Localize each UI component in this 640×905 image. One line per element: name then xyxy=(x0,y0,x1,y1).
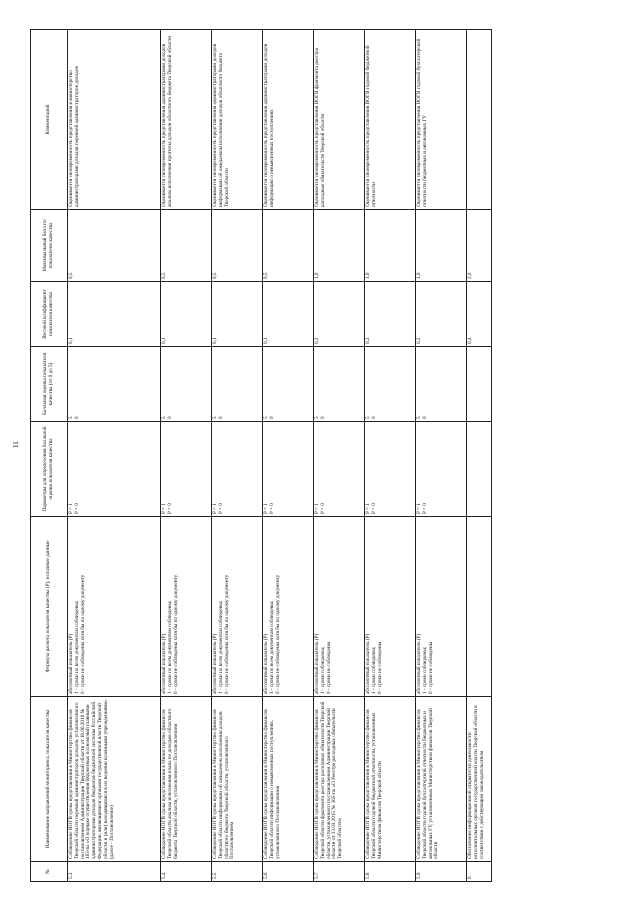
table-row xyxy=(68,30,161,882)
header-params: Параметры для определения балльной оценки показателя качества xyxy=(31,422,68,517)
row-scores xyxy=(467,347,492,422)
row-name: Соблюдение ИОГВ срока представления в Министерство финансов Тверской области годовой бухгалтерской отчетности бюджетных и автономных ГУ, установленных Министерством финансов Тверской области xyxy=(416,697,467,862)
rotated-table-wrapper xyxy=(30,30,618,882)
row-params: P = 1 P = 0 xyxy=(263,422,314,517)
row-num: 5.8 xyxy=(365,862,416,882)
row-params: P = 1 P = 0 xyxy=(365,422,416,517)
row-formula xyxy=(467,517,492,697)
row-params: P = 1 P = 0 xyxy=(161,422,212,517)
row-name: Соблюдение ИОГВ срока представления в Министерство финансов Тверской области фрагмента реестра расходных обязательств Тверской области, установленного постановлением Администрации Тверской области от 13.03.2015 № 365-па «О Реестре расходных обязательств Тверской области» xyxy=(314,697,365,862)
row-scores: 5 0 xyxy=(68,347,161,422)
row-num: 5.3 xyxy=(68,862,161,882)
row-name: Соблюдение ИОГВ срока представления в Министерство финансов Тверской области годовой бюджетной отчетности, установленных Министерством финансов Тверской области xyxy=(365,697,416,862)
header-num: № xyxy=(31,862,68,882)
table-row xyxy=(212,30,263,882)
row-weight: 0,2 xyxy=(365,282,416,347)
row-formula: абсолютный показатель (P) 1 - сроки по всем документам соблюдены; 0 - сроки не соблюдены хотя бы по одному документу xyxy=(263,517,314,697)
row-weight: 0,1 xyxy=(263,282,314,347)
row-num: 6 xyxy=(467,862,492,882)
row-max: 1,0 xyxy=(416,210,467,282)
row-formula: абсолютный показатель (P) 1 - сроки по всем документам соблюдены; 0 - сроки не соблюдены хотя бы по одному документу xyxy=(161,517,212,697)
page-number: 11 xyxy=(12,441,20,448)
row-scores: 5 0 xyxy=(161,347,212,422)
row-weight: 0,1 xyxy=(161,282,212,347)
header-score: Балльная оценка показателя качества (от 0 до 5) xyxy=(31,347,68,422)
row-num: 5.5 xyxy=(212,862,263,882)
row-comment: Оценивается своевременность представления в министерство администраторами доходов перечней администраторов доходов xyxy=(68,30,161,210)
row-formula: абсолютный показатель (P) 1 - сроки соблюдены; 0 - сроки не соблюдены xyxy=(365,517,416,697)
row-weight: 0,4 xyxy=(467,282,492,347)
row-comment: Оценивается своевременность представления ИОГВ годовой бюджетной отчетности xyxy=(365,30,416,210)
header-comment: Комментарий xyxy=(31,30,68,210)
row-comment: Оценивается своевременность представления ИОГВ фрагмента реестра расходных обязательств Тверской области xyxy=(314,30,365,210)
row-formula: абсолютный показатель (P) 1 - сроки по всем документам соблюдены; 0 - сроки не соблюдены хотя бы по одному документу xyxy=(212,517,263,697)
row-comment: Оценивается своевременность представления администраторами доходов информации об ожидаемом исполнении доходов областного бюджета Тверской области xyxy=(212,30,263,210)
row-scores: 5 0 xyxy=(416,347,467,422)
row-comment xyxy=(467,30,492,210)
row-weight: 0,1 xyxy=(68,282,161,347)
header-max: Максимальный балл по показателю качества xyxy=(31,210,68,282)
row-max: 0,5 xyxy=(212,210,263,282)
row-num: 5.9 xyxy=(416,862,467,882)
row-max: 0,5 xyxy=(161,210,212,282)
row-formula: абсолютный показатель (P) 1 - сроки соблюдены; 0 - сроки не соблюдены xyxy=(314,517,365,697)
table-row xyxy=(314,30,365,882)
row-scores: 5 0 xyxy=(314,347,365,422)
header-name: Наименование направлений мониторинга, показателя качества xyxy=(31,697,68,862)
row-params: P = 1 P = 0 xyxy=(212,422,263,517)
row-params: P = 1 P = 0 xyxy=(68,422,161,517)
table-row xyxy=(263,30,314,882)
row-weight: 0,2 xyxy=(314,282,365,347)
row-comment: Оценивается своевременность представления администраторами доходов информации о невыясненных поступлениях xyxy=(263,30,314,210)
row-name: Соблюдение ИОГВ срока представления в Министерство финансов Тверской области перечней администраторов доходов, установленного постановлением Администрации Тверской области от 18.06.2018 № 183-па «О порядке осуществления бюджетных полномочий главными администраторами доходов бюджетов бюджетной системы Российской Федерации, являющимися органами государственной власти Тверской области и (или) находящимися в их ведении казенными учреждениями» (далее - Постановление) xyxy=(68,697,161,862)
table-header-row xyxy=(31,30,68,882)
row-name: Соблюдение ИОГВ срока представления в Министерство финансов Тверской области анализа исполнения плана по доходам областного бюджета Тверской области, установленного Постановлением xyxy=(161,697,212,862)
row-max: 1,0 xyxy=(314,210,365,282)
row-weight: 0,1 xyxy=(212,282,263,347)
row-params: P = 1 P = 0 xyxy=(416,422,467,517)
row-name: Обеспечение информационной открытости деятельности исполнительных органов государственной власти Тверской области в соответствии с действующим законодательством xyxy=(467,697,492,862)
row-formula: абсолютный показатель (P) 1 - сроки соблюдены; 0 - сроки не соблюдены xyxy=(416,517,467,697)
row-params xyxy=(467,422,492,517)
monitoring-table xyxy=(30,29,492,882)
table-row xyxy=(365,30,416,882)
row-formula: абсолютный показатель (P) 1 - сроки по всем документам соблюдены; 0 - сроки не соблюдены хотя бы по одному документу xyxy=(68,517,161,697)
table-row xyxy=(467,30,492,882)
row-scores: 5 0 xyxy=(212,347,263,422)
row-scores: 5 0 xyxy=(365,347,416,422)
row-comment: Оценивается своевременность представления ИОГВ годовой бухгалтерской отчетности бюджетных и автономных ГУ xyxy=(416,30,467,210)
row-max: 0,5 xyxy=(68,210,161,282)
row-comment: Оценивается своевременность представления администраторами доходов анализа исполнения прогноза доходов областного бюджета Тверской области xyxy=(161,30,212,210)
header-weight: Весовой коэффициент показателя качества xyxy=(31,282,68,347)
table-row xyxy=(416,30,467,882)
row-name: Соблюдение ИОГВ срока представления в Министерство финансов Тверской области информации об ожидаемом исполнении доходов областного бюджета Тверской области, установленного Постановлением xyxy=(212,697,263,862)
row-num: 5.6 xyxy=(263,862,314,882)
row-max: 2,0 xyxy=(467,210,492,282)
row-name: Соблюдение ИОГВ срока представления в Министерство финансов Тверской области информации о невыясненных поступлениях, установленного Постановлением xyxy=(263,697,314,862)
row-max: 0,5 xyxy=(263,210,314,282)
row-weight: 0,2 xyxy=(416,282,467,347)
row-num: 5.4 xyxy=(161,862,212,882)
header-formula: Формула расчета показателя качества (P), исходные данные xyxy=(31,517,68,697)
row-num: 5.7 xyxy=(314,862,365,882)
table-row xyxy=(161,30,212,882)
row-params: P = 1 P = 0 xyxy=(314,422,365,517)
row-max: 1,0 xyxy=(365,210,416,282)
row-scores: 5 0 xyxy=(263,347,314,422)
